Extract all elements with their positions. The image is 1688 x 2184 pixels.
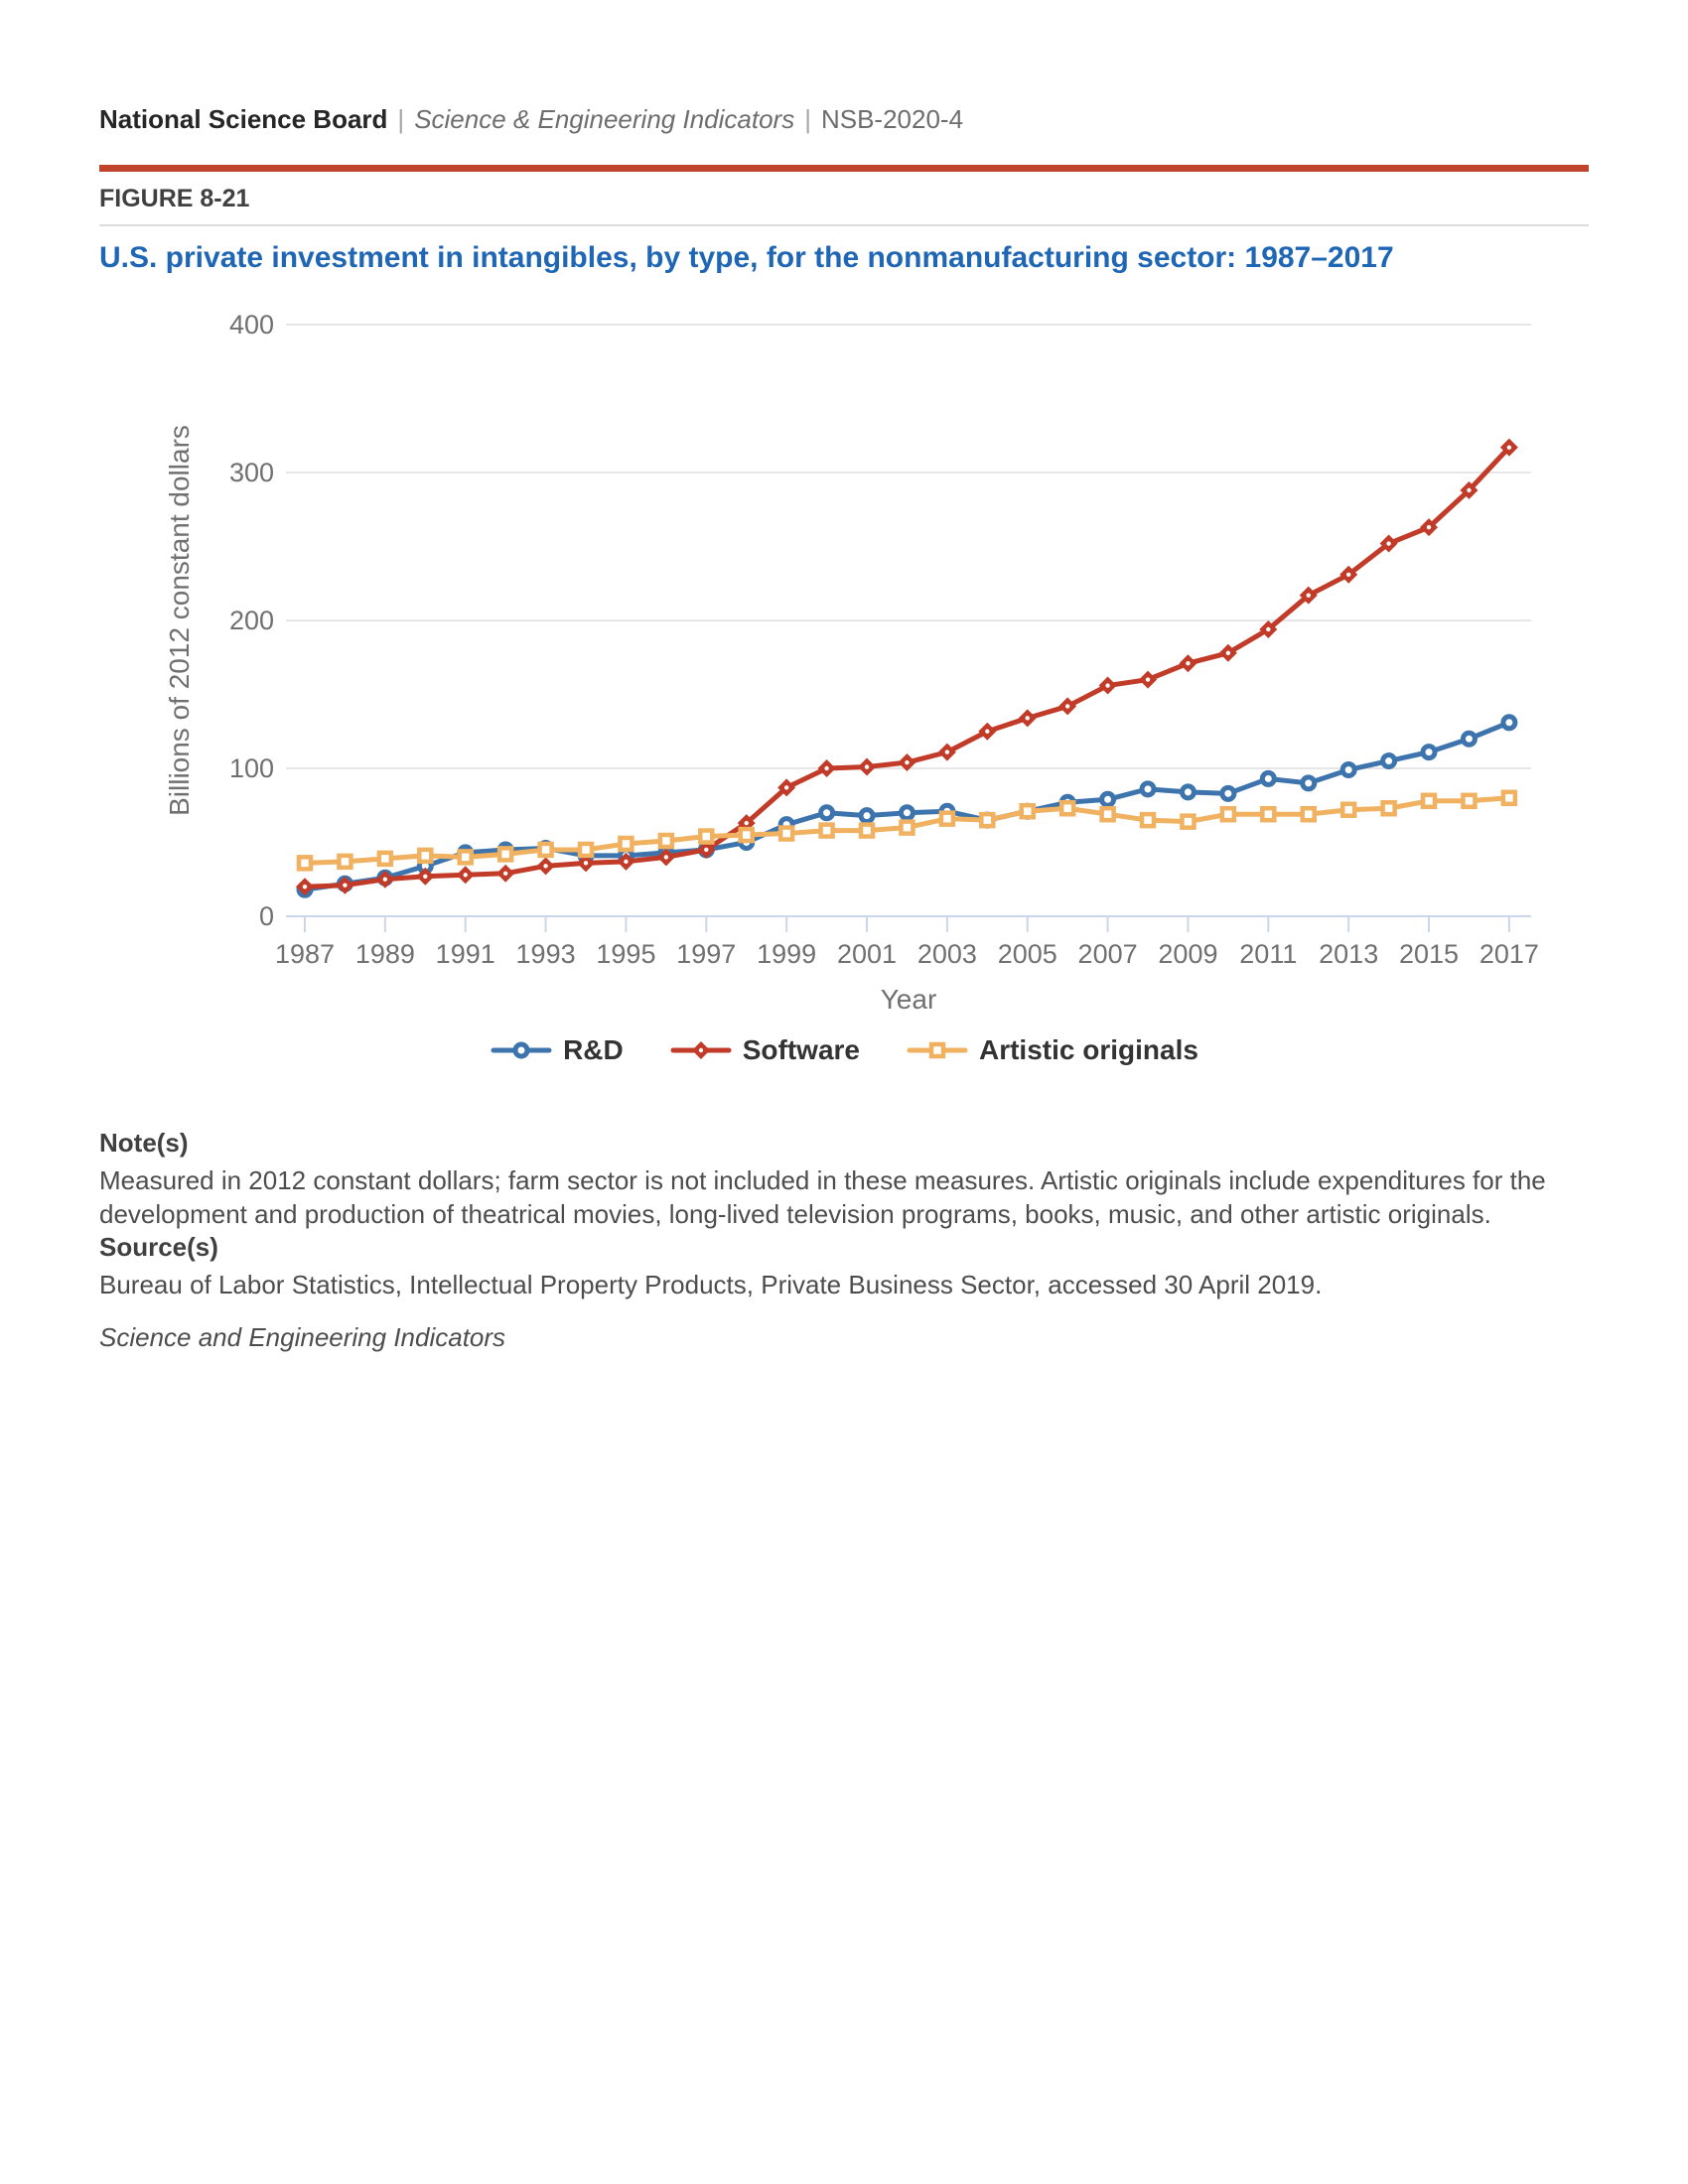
svg-text:2013: 2013: [1319, 939, 1379, 969]
series-artistic-originals: [299, 792, 1515, 870]
header-report-id: NSB-2020-4: [820, 104, 964, 134]
legend-label: R&D: [563, 1034, 624, 1065]
svg-text:2005: 2005: [997, 939, 1057, 969]
svg-text:1999: 1999: [757, 939, 817, 969]
legend-item-artistic-originals[interactable]: [906, 1034, 1198, 1066]
legend-item-software[interactable]: [669, 1034, 860, 1066]
legend-item-r-d[interactable]: [490, 1034, 624, 1066]
svg-text:1989: 1989: [354, 939, 415, 969]
header-separator: |: [397, 104, 405, 134]
header-brand: National Science Board: [99, 104, 388, 134]
notes-body: Measured in 2012 constant dollars; farm sector is not included in these measures. Artistic originals include expenditures for the development and production of theatrical movies, long-lived television programs, books, music, and other artistic originals.: [99, 1165, 1546, 1229]
legend-label: Software: [742, 1034, 860, 1065]
svg-text:1993: 1993: [515, 939, 576, 969]
sources-body: Bureau of Labor Statistics, Intellectual Property Products, Private Business Sector, accessed 30 April 2019.: [99, 1270, 1323, 1299]
x-axis-ticks: [305, 916, 1509, 932]
svg-text:1987: 1987: [274, 939, 336, 969]
header-publication: Science & Engineering Indicators: [414, 104, 795, 134]
svg-text:0: 0: [258, 901, 274, 931]
y-axis-labels: [229, 310, 274, 931]
notes-heading: Note(s): [99, 1128, 189, 1158]
svg-text:2015: 2015: [1399, 939, 1460, 969]
figure-label: FIGURE 8-21: [99, 185, 250, 212]
y-axis-title: Billions of 2012 constant dollars: [164, 425, 195, 816]
svg-text:2001: 2001: [836, 939, 898, 969]
header-separator: |: [804, 104, 811, 134]
chart-legend: [99, 1034, 1589, 1066]
svg-text:400: 400: [228, 310, 274, 340]
svg-text:300: 300: [228, 458, 274, 487]
sources-heading: Source(s): [99, 1232, 218, 1262]
svg-text:100: 100: [228, 753, 274, 783]
svg-text:2017: 2017: [1478, 939, 1539, 969]
x-axis-title: Year: [880, 984, 937, 1015]
chart-title: U.S. private investment in intangibles, by type, for the nonmanufacturing sector: 1987–2017: [99, 241, 1394, 274]
svg-text:2011: 2011: [1239, 939, 1298, 969]
svg-text:1991: 1991: [435, 939, 495, 969]
gridlines: [286, 325, 1531, 768]
svg-text:1995: 1995: [596, 939, 656, 969]
diamond-marker-icon: [669, 1035, 733, 1065]
svg-text:1997: 1997: [676, 939, 737, 969]
breadcrumb: [99, 104, 1589, 135]
svg-text:2007: 2007: [1077, 939, 1138, 969]
figure-divider: [99, 224, 1589, 226]
line-chart: [0, 298, 1688, 1052]
circle-marker-icon: [490, 1035, 553, 1065]
series-r-d: [299, 717, 1515, 895]
footer-publication: Science and Engineering Indicators: [99, 1322, 506, 1352]
square-marker-icon: [906, 1035, 969, 1065]
x-axis-labels: [275, 939, 1539, 969]
legend-label: Artistic originals: [978, 1034, 1198, 1065]
accent-rule: [99, 165, 1589, 172]
svg-text:2003: 2003: [916, 939, 977, 969]
svg-text:200: 200: [228, 606, 274, 635]
svg-text:2009: 2009: [1158, 939, 1218, 969]
